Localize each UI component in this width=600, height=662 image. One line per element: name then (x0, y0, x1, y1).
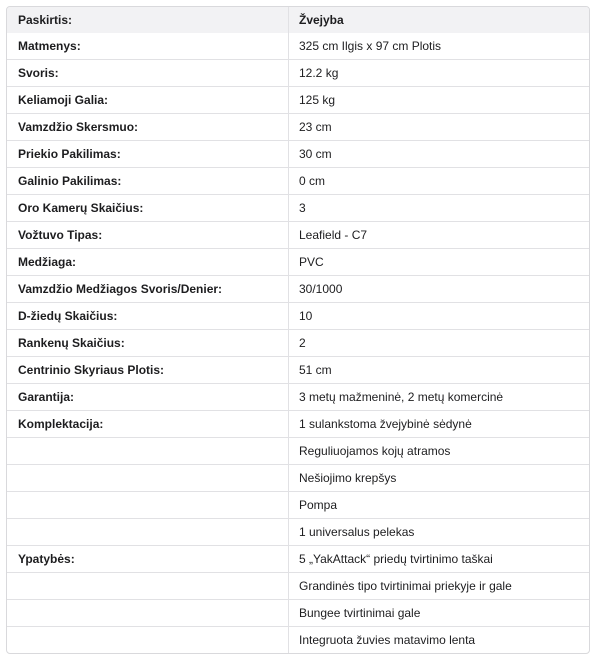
table-row (7, 464, 589, 491)
row-key: Komplektacija: (7, 411, 289, 437)
row-key: Priekio Pakilimas: (7, 141, 289, 167)
row-key: Oro Kamerų Skaičius: (7, 195, 289, 221)
table-row (7, 572, 589, 599)
row-key: Garantija: (7, 384, 289, 410)
row-key: Ypatybės: (7, 546, 289, 572)
table-row (7, 302, 589, 329)
table-row (7, 518, 589, 545)
row-key (7, 465, 289, 491)
row-value: 3 (299, 201, 306, 215)
table-row (7, 626, 589, 653)
row-key (7, 627, 289, 653)
table-row (7, 599, 589, 626)
row-key (7, 600, 289, 626)
row-key: Galinio Pakilimas: (7, 168, 289, 194)
table-row (7, 221, 589, 248)
row-key (7, 438, 289, 464)
row-key: Vamzdžio Medžiagos Svoris/Denier: (7, 276, 289, 302)
table-row (7, 410, 589, 437)
table-body (7, 33, 589, 653)
table-row (7, 33, 589, 59)
table-row (7, 167, 589, 194)
row-value: 5 „YakAttack“ priedų tvirtinimo taškai (299, 552, 493, 566)
table-row (7, 545, 589, 572)
row-key: Keliamoji Galia: (7, 87, 289, 113)
row-value: 10 (299, 309, 313, 323)
row-key: Vožtuvo Tipas: (7, 222, 289, 248)
row-key: Rankenų Skaičius: (7, 330, 289, 356)
row-value: 2 (299, 336, 306, 350)
table-row (7, 383, 589, 410)
table-row (7, 140, 589, 167)
row-key (7, 519, 289, 545)
row-value: 30 cm (299, 147, 332, 161)
row-value: 30/1000 (299, 282, 343, 296)
table-row (7, 86, 589, 113)
row-value: 0 cm (299, 174, 326, 188)
row-key: Centrinio Skyriaus Plotis: (7, 357, 289, 383)
row-key: Medžiaga: (7, 249, 289, 275)
row-value: 3 metų mažmeninė, 2 metų komercinė (299, 390, 504, 404)
header-key: Paskirtis: (7, 7, 289, 33)
row-key: Svoris: (7, 60, 289, 86)
table-row (7, 491, 589, 518)
row-value: 1 sulankstoma žvejybinė sėdynė (299, 417, 472, 431)
row-value: Bungee tvirtinimai gale (299, 606, 421, 620)
table-row (7, 248, 589, 275)
row-value: Grandinės tipo tvirtinimai priekyje ir gale (299, 579, 512, 593)
row-value: Nešiojimo krepšys (299, 471, 397, 485)
row-value: PVC (299, 255, 324, 269)
row-value: 325 cm Ilgis x 97 cm Plotis (299, 39, 442, 53)
row-key: Vamzdžio Skersmuo: (7, 114, 289, 140)
table-row (7, 59, 589, 86)
row-value: Reguliuojamos kojų atramos (299, 444, 451, 458)
row-value: 1 universalus pelekas (299, 525, 415, 539)
row-key (7, 573, 289, 599)
row-value: 12.2 kg (299, 66, 339, 80)
row-value: Leafield - C7 (299, 228, 368, 242)
row-key (7, 492, 289, 518)
table-row (7, 356, 589, 383)
row-value: Pompa (299, 498, 338, 512)
table-row (7, 113, 589, 140)
row-value: 125 kg (299, 93, 336, 107)
row-key: D-žiedų Skaičius: (7, 303, 289, 329)
spec-table (6, 6, 590, 654)
table-row (7, 329, 589, 356)
row-value: Integruota žuvies matavimo lenta (299, 633, 476, 647)
table-row (7, 437, 589, 464)
table-row (7, 194, 589, 221)
row-value: 51 cm (299, 363, 332, 377)
header-value: Žvejyba (299, 13, 344, 27)
row-value: 23 cm (299, 120, 332, 134)
table-header-row (7, 7, 589, 33)
row-key: Matmenys: (7, 33, 289, 59)
table-row (7, 275, 589, 302)
